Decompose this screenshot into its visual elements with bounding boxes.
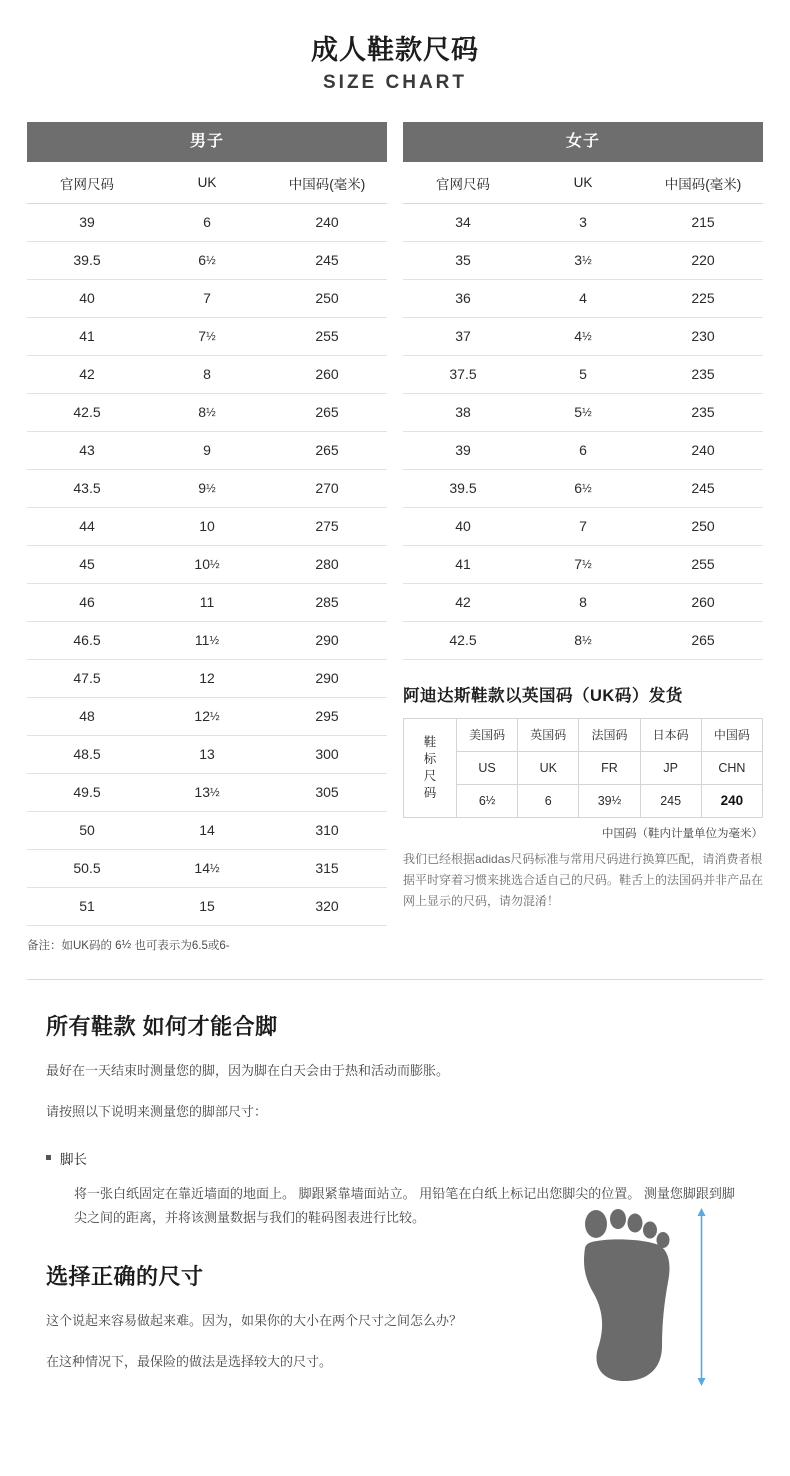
men-cell-10-2: 285 xyxy=(267,583,387,621)
women-cell-4-2: 235 xyxy=(643,355,763,393)
men-cell-6-1: 9 xyxy=(147,431,267,469)
women-table-header-row xyxy=(403,162,763,204)
table-row xyxy=(403,469,763,507)
men-cell-10-0: 46 xyxy=(27,583,147,621)
fit-bullet-row xyxy=(46,1148,744,1168)
label-val-0: 6½ xyxy=(457,784,518,817)
table-row xyxy=(403,507,763,545)
women-cell-5-0: 38 xyxy=(403,393,523,431)
men-cell-15-2: 305 xyxy=(267,773,387,811)
label-val-3: 245 xyxy=(640,784,701,817)
women-cell-10-2: 260 xyxy=(643,583,763,621)
table-row xyxy=(403,279,763,317)
title-english: SIZE CHART xyxy=(323,71,467,93)
label-cn-3: 日本码 xyxy=(640,718,701,751)
fit-section xyxy=(0,1010,790,1230)
men-cell-2-1: 7 xyxy=(147,279,267,317)
women-cell-4-1: 5 xyxy=(523,355,643,393)
table-row xyxy=(403,583,763,621)
men-cell-18-1: 15 xyxy=(147,887,267,925)
women-cell-7-0: 39.5 xyxy=(403,469,523,507)
men-cell-0-1: 6 xyxy=(147,203,267,241)
shoe-label-table xyxy=(403,718,763,818)
men-cell-5-0: 42.5 xyxy=(27,393,147,431)
table-row xyxy=(27,317,387,355)
label-cn-2: 法国码 xyxy=(579,718,640,751)
table-row xyxy=(403,241,763,279)
uk-section-paragraph: 我们已经根据adidas尺码标准与常用尺码进行换算匹配，请消费者根据平时穿着习惯来挑选合适自己的尺码。鞋舌上的法国码并非产品在网上显示的尺码，请勿混淆！ xyxy=(403,851,764,908)
men-cell-8-0: 44 xyxy=(27,507,147,545)
women-cell-1-2: 220 xyxy=(643,241,763,279)
label-row-cn xyxy=(404,718,763,751)
table-row xyxy=(27,279,387,317)
women-size-table xyxy=(403,162,763,660)
men-cell-6-0: 43 xyxy=(27,431,147,469)
men-cell-9-0: 45 xyxy=(27,545,147,583)
men-cell-11-0: 46.5 xyxy=(27,621,147,659)
men-cell-18-2: 320 xyxy=(267,887,387,925)
title-chinese: 成人鞋款尺码 xyxy=(311,35,479,65)
page-title xyxy=(0,0,790,94)
men-cell-0-2: 240 xyxy=(267,203,387,241)
women-cell-10-1: 8 xyxy=(523,583,643,621)
women-table-column xyxy=(403,122,763,912)
label-val-2: 39½ xyxy=(579,784,640,817)
foot-illustration-icon xyxy=(552,1208,692,1388)
women-cell-5-1: 5½ xyxy=(523,393,643,431)
cn-unit-note: 中国码（鞋内计量单位为毫米） xyxy=(602,827,763,840)
table-row xyxy=(27,507,387,545)
men-cell-2-2: 250 xyxy=(267,279,387,317)
label-abbr-3: JP xyxy=(640,751,701,784)
men-cell-18-0: 51 xyxy=(27,887,147,925)
men-cell-15-0: 49.5 xyxy=(27,773,147,811)
women-cell-11-2: 265 xyxy=(643,621,763,659)
men-cell-7-2: 270 xyxy=(267,469,387,507)
table-row xyxy=(27,393,387,431)
women-cell-2-1: 4 xyxy=(523,279,643,317)
bullet-square-icon xyxy=(46,1155,51,1160)
men-cell-8-1: 10 xyxy=(147,507,267,545)
men-cell-15-1: 13½ xyxy=(147,773,267,811)
women-cell-6-0: 39 xyxy=(403,431,523,469)
table-row xyxy=(27,621,387,659)
women-cell-1-0: 35 xyxy=(403,241,523,279)
men-cell-10-1: 11 xyxy=(147,583,267,621)
women-col-1: UK xyxy=(523,162,643,204)
women-cell-0-2: 215 xyxy=(643,203,763,241)
uk-shipping-title: 阿迪达斯鞋款以英国码（UK码）发货 xyxy=(403,686,683,705)
men-table-header-row xyxy=(27,162,387,204)
table-row xyxy=(27,659,387,697)
men-cell-3-1: 7½ xyxy=(147,317,267,355)
table-row xyxy=(403,317,763,355)
table-row xyxy=(27,545,387,583)
men-cell-13-0: 48 xyxy=(27,697,147,735)
women-cell-10-0: 42 xyxy=(403,583,523,621)
women-cell-9-0: 41 xyxy=(403,545,523,583)
men-cell-12-2: 290 xyxy=(267,659,387,697)
women-cell-1-1: 3½ xyxy=(523,241,643,279)
men-cell-4-2: 260 xyxy=(267,355,387,393)
table-row xyxy=(403,621,763,659)
men-cell-13-1: 12½ xyxy=(147,697,267,735)
men-cell-5-1: 8½ xyxy=(147,393,267,431)
women-cell-7-1: 6½ xyxy=(523,469,643,507)
men-cell-8-2: 275 xyxy=(267,507,387,545)
men-table-body xyxy=(27,203,387,925)
men-cell-7-1: 9½ xyxy=(147,469,267,507)
men-cell-5-2: 265 xyxy=(267,393,387,431)
label-row-values xyxy=(404,784,763,817)
men-cell-14-2: 300 xyxy=(267,735,387,773)
label-abbr-2: FR xyxy=(579,751,640,784)
women-cell-3-0: 37 xyxy=(403,317,523,355)
measurement-arrow-icon xyxy=(697,1208,706,1386)
men-cell-11-2: 290 xyxy=(267,621,387,659)
label-vertical-title: 鞋 标 尺 码 xyxy=(404,718,457,817)
men-cell-6-2: 265 xyxy=(267,431,387,469)
women-col-2: 中国码(毫米) xyxy=(643,162,763,204)
men-cell-12-1: 12 xyxy=(147,659,267,697)
men-cell-17-0: 50.5 xyxy=(27,849,147,887)
table-row xyxy=(27,431,387,469)
men-cell-13-2: 295 xyxy=(267,697,387,735)
men-cell-16-2: 310 xyxy=(267,811,387,849)
choose-section-title: 选择正确的尺寸 xyxy=(46,1263,204,1289)
women-cell-6-1: 6 xyxy=(523,431,643,469)
women-cell-9-1: 7½ xyxy=(523,545,643,583)
men-cell-1-1: 6½ xyxy=(147,241,267,279)
men-cell-17-2: 315 xyxy=(267,849,387,887)
label-cn-1: 英国码 xyxy=(518,718,579,751)
men-table-header: 男子 xyxy=(27,122,387,162)
women-cell-2-0: 36 xyxy=(403,279,523,317)
men-cell-11-1: 11½ xyxy=(147,621,267,659)
label-val-1: 6 xyxy=(518,784,579,817)
label-val-4: 240 xyxy=(701,784,762,817)
fit-detail-paragraph: 将一张白纸固定在靠近墙面的地面上。 脚跟紧靠墙面站立。 用铅笔在白纸上标记出您脚尖的位置。 测量您脚跟到脚尖之间的距离，并将该测量数据与我们的鞋码图表进行比较。 xyxy=(74,1185,735,1225)
men-cell-4-1: 8 xyxy=(147,355,267,393)
label-abbr-1: UK xyxy=(518,751,579,784)
women-cell-7-2: 245 xyxy=(643,469,763,507)
men-table-note: 备注：如UK码的 6½ 也可表示为6.5或6- xyxy=(27,938,230,952)
men-cell-14-0: 48.5 xyxy=(27,735,147,773)
men-cell-0-0: 39 xyxy=(27,203,147,241)
table-row xyxy=(27,583,387,621)
table-row xyxy=(403,431,763,469)
women-cell-8-0: 40 xyxy=(403,507,523,545)
women-cell-4-0: 37.5 xyxy=(403,355,523,393)
men-cell-4-0: 42 xyxy=(27,355,147,393)
choose-paragraph-1: 这个说起来容易做起来难。因为，如果你的大小在两个尺寸之间怎么办？ xyxy=(46,1312,463,1328)
table-row xyxy=(27,355,387,393)
men-cell-9-1: 10½ xyxy=(147,545,267,583)
women-cell-11-1: 8½ xyxy=(523,621,643,659)
table-row xyxy=(27,697,387,735)
section-divider xyxy=(27,979,763,980)
table-row xyxy=(403,355,763,393)
men-cell-17-1: 14½ xyxy=(147,849,267,887)
men-cell-14-1: 13 xyxy=(147,735,267,773)
fit-paragraph-1: 最好在一天结束时测量您的脚，因为脚在白天会由于热和活动而膨胀。 xyxy=(46,1063,450,1078)
men-table-column xyxy=(27,122,387,955)
label-abbr-0: US xyxy=(457,751,518,784)
men-cell-3-0: 41 xyxy=(27,317,147,355)
choose-paragraph-2: 在这种情况下，最保险的做法是选择较大的尺寸。 xyxy=(46,1354,333,1370)
women-cell-8-2: 250 xyxy=(643,507,763,545)
table-row xyxy=(27,241,387,279)
choose-section xyxy=(0,1260,790,1374)
women-cell-3-1: 4½ xyxy=(523,317,643,355)
women-cell-6-2: 240 xyxy=(643,431,763,469)
men-cell-12-0: 47.5 xyxy=(27,659,147,697)
label-row-abbr xyxy=(404,751,763,784)
table-row xyxy=(403,393,763,431)
fit-paragraph-2: 请按照以下说明来测量您的脚部尺寸： xyxy=(46,1104,268,1120)
table-row xyxy=(403,203,763,241)
table-row xyxy=(27,469,387,507)
men-cell-9-2: 280 xyxy=(267,545,387,583)
women-cell-11-0: 42.5 xyxy=(403,621,523,659)
label-abbr-4: CHN xyxy=(701,751,762,784)
women-cell-0-0: 34 xyxy=(403,203,523,241)
women-cell-3-2: 230 xyxy=(643,317,763,355)
women-cell-9-2: 255 xyxy=(643,545,763,583)
men-cell-2-0: 40 xyxy=(27,279,147,317)
table-row xyxy=(27,773,387,811)
women-table-body xyxy=(403,203,763,659)
men-col-1: UK xyxy=(147,162,267,204)
men-size-table xyxy=(27,162,387,926)
men-col-2: 中国码(毫米) xyxy=(267,162,387,204)
label-cn-0: 美国码 xyxy=(457,718,518,751)
table-row xyxy=(403,545,763,583)
men-col-0: 官网尺码 xyxy=(27,162,147,204)
women-cell-2-2: 225 xyxy=(643,279,763,317)
women-cell-8-1: 7 xyxy=(523,507,643,545)
men-cell-16-0: 50 xyxy=(27,811,147,849)
men-cell-7-0: 43.5 xyxy=(27,469,147,507)
men-cell-1-2: 245 xyxy=(267,241,387,279)
women-col-0: 官网尺码 xyxy=(403,162,523,204)
women-table-header: 女子 xyxy=(403,122,763,162)
table-row xyxy=(27,203,387,241)
men-cell-1-0: 39.5 xyxy=(27,241,147,279)
table-row xyxy=(27,811,387,849)
women-cell-0-1: 3 xyxy=(523,203,643,241)
table-row xyxy=(27,735,387,773)
fit-bullet-label: 脚长 xyxy=(60,1151,87,1167)
women-cell-5-2: 235 xyxy=(643,393,763,431)
fit-section-title: 所有鞋款 如何才能合脚 xyxy=(46,1014,278,1039)
label-cn-4: 中国码 xyxy=(701,718,762,751)
men-cell-16-1: 14 xyxy=(147,811,267,849)
size-tables xyxy=(0,122,790,955)
table-row xyxy=(27,887,387,925)
men-cell-3-2: 255 xyxy=(267,317,387,355)
table-row xyxy=(27,849,387,887)
